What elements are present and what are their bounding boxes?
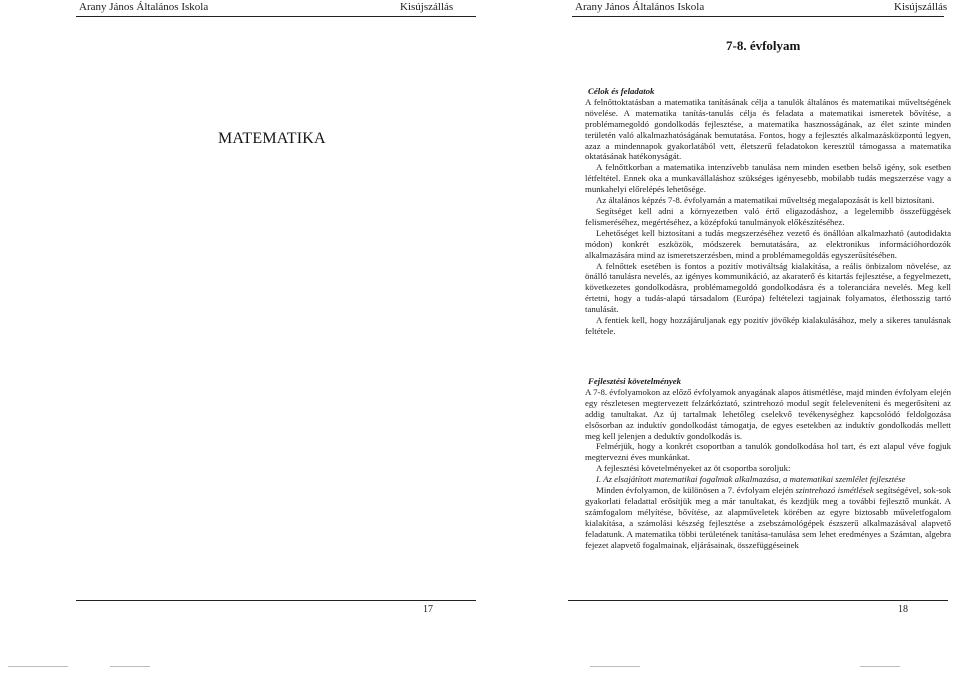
goals-paragraph: Az általános képzés 7-8. évfolyamán a matematikai műveltség megalapozását is kell biztosítani. [596,195,935,206]
scan-artifact-line [110,666,150,667]
requirements-paragraph: Minden évfolyamon, de különösen a 7. évfolyam elején szintrehozó ismétlések segítségével, sok-sok gyakorlati feladattal erősítjük meg a már tanultakat, és kezdjük meg a további fejlesztő munkát. A számfogalom mélyítése, bővítése, az alapműveletek körében az egyre biztosabb műveletfogalom kialakítása, a számolási készség fejlesztése a zsebszámológépek észszerű alkalmazásával alapvető feladatunk. A matematika többi területének tanítása-tanulása sem lehet eredményes a Számtan, algebra fejezet alapvető fogalmainak, eljárásainak, összefüggéseinek [585,485,951,550]
subject-title: MATEMATIKA [218,130,326,147]
left-footer-rule [76,600,476,601]
goals-paragraph: Lehetőséget kell biztosítani a tudás megszerzéséhez vezető és önállóan alkalmazható (autodidakta módon) konkrét eszközök, módszerek bemutatására, az elektronikus információhordozók alkalmazására mind az ismeretszerzésben, mind a problémamegoldás egyszerűsítésében. [585,227,951,260]
goals-paragraph: A felnőttoktatásban a matematika tanításának célja a tanulók általános és matematikai műveltségének növelése. A matematika tanítás-tanulás célja és feladata a matematikai ismeretek bővítése, a problémamegoldó gondolkodás fejlesztése, a matematika hasznosságának, az élet szinte minden területén való alkalmazhatóságának bemutatása. Fontos, hogy a fejlesztés alkalmazásközpontú legyen, azaz a mindennapok gyakorlatából vett, életszerű feladatokon keresztül támogassa a matematika oktatásának hatékonyságát. [585,96,951,162]
goals-paragraph: Segítséget kell adni a környezetben való értő eligazodáshoz, a legelemibb összefüggések felismeréséhez, megértéséhez, a középfokú tanulmányok előkészítéséhez. [585,205,951,227]
section-requirements [585,376,951,551]
requirements-list-item: I. Az elsajátított matematikai fogalmak alkalmazása, a matematikai szemlélet fejlesztése [596,474,906,485]
right-page [480,0,960,675]
grade-title: 7-8. évfolyam [726,38,801,53]
right-header-school: Arany János Általános Iskola [575,1,705,13]
right-footer-rule [568,600,948,601]
left-header-school: Arany János Általános Iskola [79,1,209,13]
right-header-town: Kisújszállás [894,1,948,13]
section-requirements-heading: Fejlesztési követelmények [588,376,682,386]
goals-paragraph: A felnőttkorban a matematika intenzívebb tanulása nem minden esetben belső igény, sok esetben létfeltétel. Ennek oka a munkavállaláshoz szükséges igényesebb, mobilabb tudás megszerzése vagy a munkahelyi előrelépés lehetősége. [585,162,951,195]
scan-artifact-line [860,666,900,667]
requirements-paragraph: Felmérjük, hogy a konkrét csoportban a tanulók gondolkodása hol tart, és ezt alapul véve fogjuk megtervezni éves munkánkat. [585,441,951,463]
left-page-number: 17 [423,604,433,615]
goals-paragraph: A fentiek kell, hogy hozzájáruljanak egy pozitív jövőkép kialakulásához, mely a sikeres tanulásnak feltétele. [585,315,951,336]
goals-paragraph: A felnőttek esetében is fontos a pozitív motiváltság kialakítása, a reális önbizalom növelése, az önálló tanulásra nevelés, az igényes kommunikáció, az akaraterő és kitartás fejlesztése, a fegyelmezett, következetes gondolkodásra, problémamegoldó gondolkodásra és a toleranciára nevelés. Meg kell értetni, hogy a tudás-alapú társadalom (Európa) feltételezi tagjainak folyamatos, élethosszig tartó tanulását. [585,260,951,315]
section-goals [585,86,951,337]
scan-artifact-line [8,666,68,667]
requirements-paragraph: A 7-8. évfolyamokon az előző évfolyamok anyagának alapos átismétlése, majd minden évfolyam elején egy részletesen megtervezett felzárkóztató, szintrehozó modul segít feleleveníteni és megerősíteni az addig tanultakat. Az új tartalmak lehetőleg cselekvő tevékenységhez kapcsolódó feldolgozása elsősorban az induktív gondolkodást támogatja, de egyes esetekben az induktív gondolkodás mellett meg kell jelenjen a deduktív gondolkodás is. [585,386,951,441]
right-page-number: 18 [898,604,908,615]
section-goals-heading: Célok és feladatok [588,86,655,96]
requirements-paragraph: A fejlesztési követelményeket az öt csoportba soroljuk: [596,463,791,474]
scan-artifact-line [590,666,640,667]
left-header-town: Kisújszállás [400,1,454,13]
left-header-rule [76,16,476,17]
right-header-rule [572,16,944,17]
